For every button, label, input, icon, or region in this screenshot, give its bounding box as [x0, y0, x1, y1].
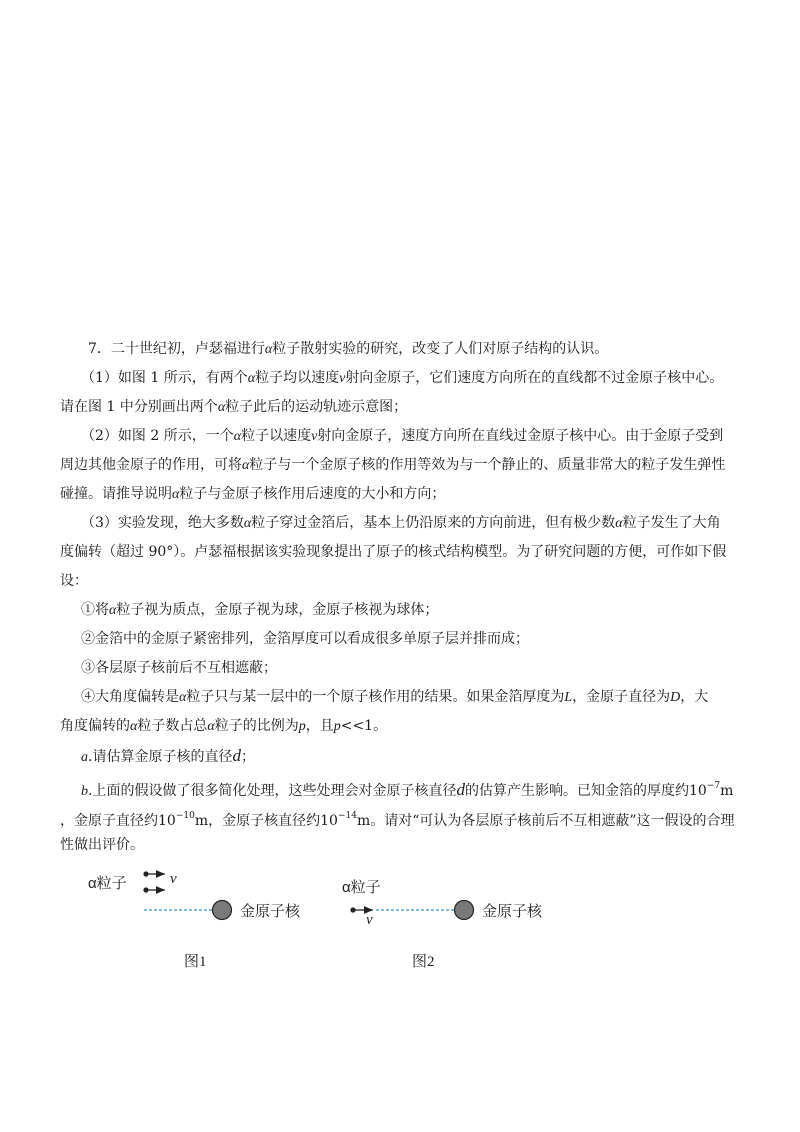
fig1-diagram [80, 868, 340, 928]
assumption-1: ①将α粒子视为质点，金原子视为球，金原子核视为球体； [81, 602, 439, 618]
problem-intro: 7．二十世纪初，卢瑟福进行α粒子散射实验的研究，改变了人们对原子结构的认识。 [88, 341, 609, 357]
part2-line1: （2）如图 2 所示，一个α粒子以速度v射向金原子，速度方向所在直线过金原子核中心。由于金原子受到 [81, 428, 724, 444]
question-b-line3: 性做出评价。 [60, 837, 144, 853]
part3-line1: （3）实验发现，绝大多数α粒子穿过金箔后，基本上仍沿原来的方向前进，但有极少数α粒子发生了大角 [81, 515, 721, 531]
part2-line2: 周边其他金原子的作用，可将α粒子与一个金原子核的作用等效为与一个静止的、质量非常大的粒子发生弹性 [60, 457, 726, 473]
fig2-diagram [340, 868, 600, 928]
question-b-line1: b.上面的假设做了很多简化处理，这些处理会对金原子核直径d的估算产生影响。已知金箔的厚度约$10^{-7}m$ [81, 780, 734, 799]
part2-line3: 碰撞。请推导说明α粒子与金原子核作用后速度的大小和方向； [60, 486, 446, 502]
part3-line2: 度偏转（超过 90°）。卢瑟福根据该实验现象提出了原子的核式结构模型。为了研究问题的方便，可作如下假 [60, 544, 727, 560]
fig1-v-label: v [170, 871, 177, 887]
fig1-caption: 图1 [184, 954, 207, 970]
fig2-particle-label: α粒子 [342, 879, 381, 896]
part3-line3: 设： [60, 573, 88, 589]
question-a: a.请估算金原子核的直径d； [81, 746, 255, 765]
question-b-line2: ，金原子直径约$10^{-10}m$，金原子核直径约$10^{-14}m$。请对“可认为各层原子核前后不互相遮蔽”这一假设的合理 [60, 811, 735, 829]
fig2-v-label: v [366, 912, 373, 928]
assumption-4-line2: 角度偏转的α粒子数占总α粒子的比例为p，且p<<1。 [60, 718, 388, 734]
assumption-3: ③各层原子核前后不互相遮蔽； [81, 660, 277, 676]
fig1-gold-nucleus [213, 901, 232, 920]
figure-1 [80, 868, 340, 978]
figure-2 [340, 868, 600, 978]
fig2-gold-nucleus [455, 901, 474, 920]
part1-line1: （1）如图 1 所示，有两个α粒子均以速度v射向金原子，它们速度方向所在的直线都不过金原子核中心。 [81, 370, 724, 386]
assumption-4-line1: ④大角度偏转是α粒子只与某一层中的一个原子核作用的结果。如果金箔厚度为L，金原子直径为D，大 [81, 689, 709, 705]
fig1-nucleus-label: 金原子核 [240, 903, 301, 920]
fig1-particle-label: α粒子 [88, 875, 127, 892]
fig2-caption: 图2 [412, 954, 435, 970]
fig2-nucleus-label: 金原子核 [482, 903, 543, 920]
part1-line2: 请在图 1 中分别画出两个α粒子此后的运动轨迹示意图； [60, 399, 408, 415]
assumption-2: ②金箔中的金原子紧密排列，金箔厚度可以看成很多单原子层并排而成； [81, 631, 529, 647]
